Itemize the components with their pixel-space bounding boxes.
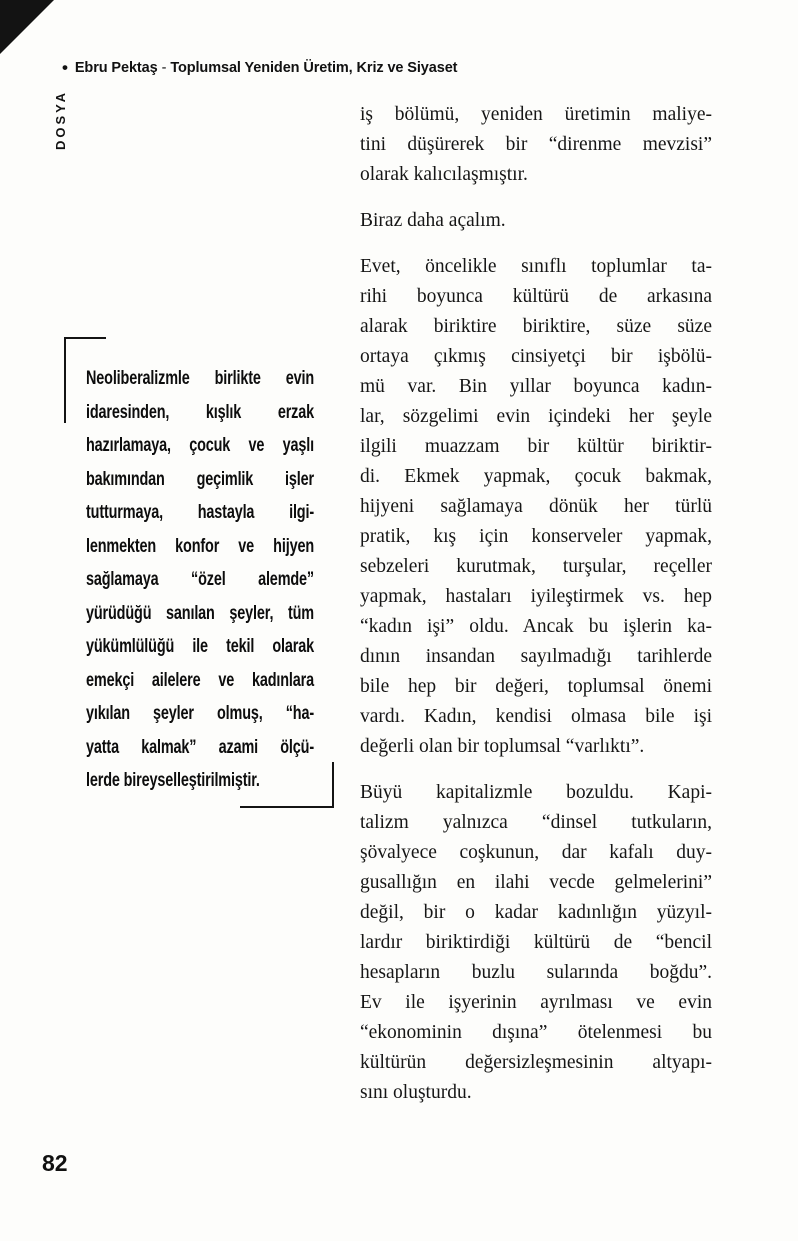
text-line: bakımından geçimlik işler [86, 468, 314, 490]
body-paragraph [360, 100, 712, 190]
section-label-vertical: DOSYA [53, 90, 68, 151]
text-line: gusallığın en ilahi vecde gelmelerini” [360, 872, 712, 893]
text-line: sebzeleri kurutmak, turşular, reçeller [360, 556, 712, 577]
text-line: lardır biriktirdiği kültürü de “bencil [360, 932, 712, 953]
running-header [62, 58, 457, 78]
header-bullet: • [62, 58, 68, 77]
text-line: tini düşürerek bir “direnme mevzisi” [360, 134, 712, 155]
pull-quote-text [86, 362, 314, 798]
text-line: hesapların buzlu sularında boğdu”. [360, 962, 712, 983]
text-line: bile hep bir değeri, toplumsal önemi [360, 676, 712, 697]
text-line: talizm yalnızca “dinsel tutkuların, [360, 812, 712, 833]
text-line: yapmak, hastaları iyileştirmek vs. hep [360, 586, 712, 607]
text-line: lenmekten konfor ve hijyen [86, 535, 314, 557]
text-line: yükümlülüğü ile tekil olarak [86, 636, 314, 657]
text-line: Ev ile işyerinin ayrılması ve evin [360, 992, 712, 1013]
text-line: rihi boyunca kültürü de arkasına [360, 286, 712, 307]
text-line: yürüdüğü sanılan şeyler, tüm [86, 602, 314, 624]
text-line: pratik, kış için konserveler yapmak, [360, 526, 712, 547]
text-line: sını oluşturdu. [360, 1082, 472, 1103]
text-line: yatta kalmak” azami ölçü- [86, 736, 314, 758]
text-line: yıkılan şeyler olmuş, “ha- [86, 703, 314, 724]
text-line: dının insandan sayılmadığı tarihlerde [360, 646, 712, 667]
text-line: şövalyece coşkunun, dar kafalı duy- [360, 842, 712, 863]
text-line: emekçi ailelere ve kadınlara [86, 669, 314, 691]
text-line: kültürün değersizleşmesinin altyapı- [360, 1052, 712, 1073]
text-line: lerde bireyselleştirilmiştir. [86, 770, 260, 791]
quote-bracket-bottom-right [240, 762, 334, 808]
text-line: vardı. Kadın, kendisi olmasa bile işi [360, 706, 712, 727]
corner-triangle-decoration [0, 0, 54, 54]
text-line: idaresinden, kışlık erzak [86, 401, 314, 423]
text-line: olarak kalıcılaşmıştır. [360, 164, 528, 185]
text-line: alarak biriktire biriktire, süze süze [360, 316, 712, 337]
text-line: Biraz daha açalım. [360, 210, 506, 231]
text-line: “kadın işi” oldu. Ancak bu işlerin ka- [360, 616, 712, 637]
body-paragraph [360, 778, 712, 1108]
text-line: ortaya çıkmış cinsiyetçi bir işbölü- [360, 346, 712, 367]
body-column [360, 100, 712, 1124]
text-line: değil, bir o kadar kadınlığın yüzyıl- [360, 902, 712, 923]
text-line: Evet, öncelikle sınıflı toplumlar ta- [360, 256, 712, 277]
pull-quote [86, 362, 386, 798]
text-line: Büyü kapitalizmle bozuldu. Kapi- [360, 782, 712, 803]
text-line: di. Ekmek yapmak, çocuk bakmak, [360, 466, 712, 487]
text-line: mü var. Bin yıllar boyunca kadın- [360, 376, 712, 397]
text-line: hijyeni sağlamaya dönük her türlü [360, 496, 712, 517]
text-line: ilgili muazzam bir kültür biriktir- [360, 436, 712, 457]
text-line: değerli olan bir toplumsal “varlıktı”. [360, 736, 645, 757]
header-author: Ebru Pektaş [74, 60, 158, 76]
text-line: “ekonominin dışına” ötelenmesi bu [360, 1022, 712, 1043]
header-separator: - [161, 60, 167, 76]
body-paragraph [360, 206, 712, 236]
text-line: Neoliberalizmle birlikte evin [86, 368, 314, 389]
text-line: lar, sözgelimi evin içindeki her şeyle [360, 406, 712, 427]
text-line: sağlamaya “özel alemde” [86, 569, 314, 590]
page-number: 82 [42, 1150, 68, 1176]
body-paragraph [360, 252, 712, 762]
header-title: Toplumsal Yeniden Üretim, Kriz ve Siyaset [170, 60, 458, 76]
text-line: tutturmaya, hastayla ilgi- [86, 502, 314, 523]
text-line: iş bölümü, yeniden üretimin maliye- [360, 104, 712, 125]
text-line: hazırlamaya, çocuk ve yaşlı [86, 435, 314, 456]
